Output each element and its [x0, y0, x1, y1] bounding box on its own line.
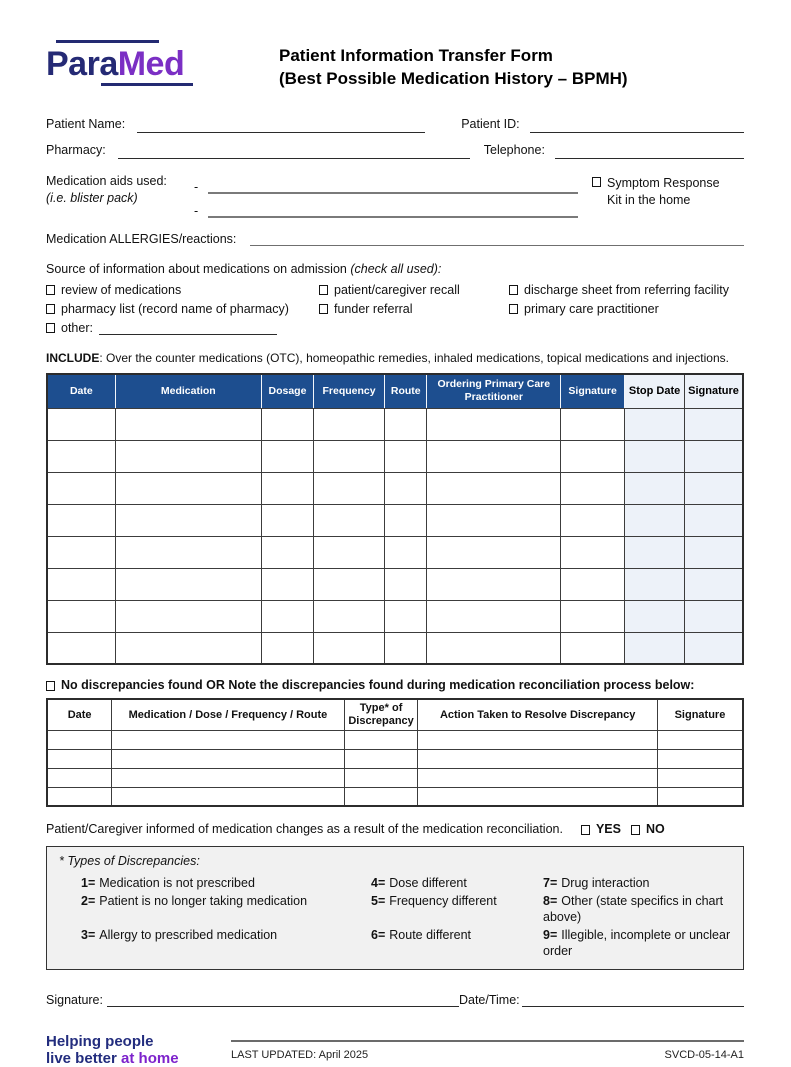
col-header-stop-date: Stop Date	[625, 374, 685, 408]
col-header-ordering-pcp: Ordering Primary Care Practitioner	[427, 374, 561, 408]
type-num: 9=	[543, 927, 558, 942]
option-other	[46, 320, 319, 336]
type-item-6	[371, 927, 543, 960]
logo-bottom-rule	[101, 83, 193, 86]
medication-table-header	[47, 374, 743, 408]
type-num: 6=	[371, 927, 386, 942]
empty-cell[interactable]	[427, 632, 561, 664]
logo-text-med: Med	[117, 45, 185, 83]
logo-text-para: Para	[46, 45, 118, 83]
medication-aid-row-1	[194, 173, 578, 194]
empty-cell[interactable]	[112, 787, 344, 806]
disc-col-date: Date	[47, 699, 112, 730]
empty-cell[interactable]	[115, 440, 261, 472]
empty-cell[interactable]	[344, 768, 418, 787]
type-item-9	[543, 927, 731, 960]
table-row	[47, 730, 743, 749]
allergies-row	[46, 231, 744, 246]
symptom-kit-checkbox[interactable]	[592, 177, 601, 187]
empty-cell[interactable]	[684, 632, 743, 664]
empty-cell[interactable]	[625, 472, 685, 504]
empty-cell[interactable]	[625, 440, 685, 472]
source-options	[46, 282, 744, 336]
discrepancy-table-header	[47, 699, 743, 730]
empty-cell[interactable]	[115, 632, 261, 664]
include-label: INCLUDE	[46, 351, 100, 365]
medication-aids-note: (i.e. blister pack)	[46, 191, 138, 205]
type-item-4	[371, 875, 543, 892]
type-item-3	[81, 927, 371, 960]
table-row	[47, 768, 743, 787]
patient-name-label: Patient Name:	[46, 117, 126, 131]
tagline-line2-purple: at home	[121, 1049, 179, 1067]
tagline-line1: Helping people	[46, 1032, 154, 1050]
type-num: 5=	[371, 893, 386, 908]
medication-aids-lines	[194, 173, 592, 221]
tagline	[46, 1033, 231, 1067]
table-row	[47, 632, 743, 664]
allergies-label: Medication ALLERGIES/reactions:	[46, 232, 237, 246]
allergies-input-line[interactable]	[250, 231, 744, 246]
empty-cell[interactable]	[427, 536, 561, 568]
empty-cell[interactable]	[657, 730, 743, 749]
discrepancy-types-box	[46, 846, 744, 970]
empty-cell[interactable]	[684, 568, 743, 600]
empty-cell[interactable]	[47, 749, 112, 768]
empty-cell[interactable]	[261, 472, 313, 504]
type-num: 1=	[81, 876, 96, 890]
footer	[46, 1033, 744, 1067]
table-row	[47, 408, 743, 440]
empty-cell[interactable]	[625, 632, 685, 664]
empty-cell[interactable]	[115, 504, 261, 536]
empty-cell[interactable]	[561, 504, 625, 536]
option-primary-care-practitioner	[509, 301, 744, 317]
empty-cell[interactable]	[344, 749, 418, 768]
patient-id-label: Patient ID:	[461, 117, 520, 131]
empty-cell[interactable]	[561, 600, 625, 632]
pharmacy-row	[46, 142, 744, 159]
medication-aid-input-line-2[interactable]	[208, 204, 578, 218]
type-num: 3=	[81, 927, 96, 942]
medication-aid-input-line-1[interactable]	[208, 180, 578, 194]
type-text: Frequency different	[389, 893, 497, 908]
tagline-line2	[46, 1050, 231, 1067]
empty-cell[interactable]	[314, 504, 385, 536]
empty-cell[interactable]	[427, 408, 561, 440]
disc-col-type: Type* of Discrepancy	[344, 699, 418, 730]
signature-label: Signature:	[46, 992, 103, 1007]
discharge-checkbox[interactable]	[509, 285, 518, 295]
last-updated-text: LAST UPDATED: April 2025	[231, 1048, 369, 1061]
logo-top-rule	[56, 40, 159, 43]
empty-cell[interactable]	[47, 787, 112, 806]
medication-aids-label: Medication aids used:	[46, 174, 167, 188]
empty-cell[interactable]	[47, 768, 112, 787]
signature-input-line[interactable]	[107, 992, 459, 1007]
empty-cell[interactable]	[625, 600, 685, 632]
discrepancy-types-title: * Types of Discrepancies:	[59, 854, 200, 868]
empty-cell[interactable]	[261, 536, 313, 568]
option-label: pharmacy list (record name of pharmacy)	[61, 302, 289, 316]
patient-id-input-line[interactable]	[530, 118, 744, 133]
empty-cell[interactable]	[344, 787, 418, 806]
option-discharge-sheet	[509, 282, 744, 298]
empty-cell[interactable]	[684, 600, 743, 632]
disc-col-action: Action Taken to Resolve Discrepancy	[418, 699, 657, 730]
table-row	[47, 749, 743, 768]
telephone-label: Telephone:	[483, 143, 545, 157]
empty-cell[interactable]	[115, 472, 261, 504]
source-heading-text: Source of information about medications on admission	[46, 262, 351, 276]
empty-cell[interactable]	[385, 536, 427, 568]
empty-cell[interactable]	[427, 600, 561, 632]
no-checkbox[interactable]	[631, 825, 640, 835]
empty-cell[interactable]	[385, 408, 427, 440]
form-title-block	[261, 38, 744, 90]
empty-cell[interactable]	[261, 632, 313, 664]
type-num: 2=	[81, 893, 96, 908]
yes-option	[581, 822, 621, 836]
empty-cell[interactable]	[47, 568, 115, 600]
form-title-line2: (Best Possible Medication History – BPMH)	[279, 69, 628, 88]
type-text: Dose different	[389, 876, 467, 890]
option-patient-caregiver-recall	[319, 282, 509, 298]
type-item-7	[543, 875, 731, 892]
empty-cell[interactable]	[112, 768, 344, 787]
source-heading-italic: (check all used):	[350, 262, 442, 276]
datetime-label: Date/Time:	[458, 992, 520, 1007]
empty-cell[interactable]	[684, 536, 743, 568]
empty-cell[interactable]	[112, 730, 344, 749]
empty-cell[interactable]	[261, 408, 313, 440]
empty-cell[interactable]	[418, 730, 657, 749]
type-item-2	[81, 893, 371, 926]
empty-cell[interactable]	[115, 536, 261, 568]
empty-cell[interactable]	[261, 504, 313, 536]
empty-cell[interactable]	[314, 536, 385, 568]
empty-cell[interactable]	[385, 504, 427, 536]
type-text: Drug interaction	[561, 876, 650, 890]
include-text: : Over the counter medications (OTC), homeopathic remedies, inhaled medications, topical medications and injections.	[99, 351, 729, 365]
empty-cell[interactable]	[314, 440, 385, 472]
pharmacy-list-checkbox[interactable]	[46, 304, 55, 314]
yes-label: YES	[595, 822, 621, 836]
empty-cell[interactable]	[561, 408, 625, 440]
empty-cell[interactable]	[561, 440, 625, 472]
footer-right	[231, 1040, 744, 1067]
empty-cell[interactable]	[625, 568, 685, 600]
option-review-of-medications	[46, 282, 319, 298]
col-header-frequency: Frequency	[314, 374, 385, 408]
type-text: Illegible, incomplete or unclear order	[543, 927, 731, 958]
caregiver-informed-row	[46, 822, 744, 836]
option-label: other:	[61, 321, 93, 335]
col-header-stop-signature: Signature	[684, 374, 743, 408]
discrepancy-table	[46, 698, 744, 807]
logo-text	[46, 46, 261, 82]
type-item-8	[543, 893, 731, 926]
symptom-kit-label	[607, 175, 720, 221]
type-text: Medication is not prescribed	[99, 876, 255, 890]
empty-cell[interactable]	[261, 440, 313, 472]
dash-2: -	[194, 204, 199, 218]
option-pharmacy-list	[46, 301, 319, 317]
empty-cell[interactable]	[261, 568, 313, 600]
review-checkbox[interactable]	[46, 285, 55, 295]
empty-cell[interactable]	[314, 408, 385, 440]
discrepancy-types-grid	[81, 875, 731, 960]
empty-cell[interactable]	[657, 749, 743, 768]
patient-name-input-line[interactable]	[137, 118, 425, 133]
empty-cell[interactable]	[385, 632, 427, 664]
no-discrepancies-checkbox[interactable]	[46, 681, 55, 691]
type-text: Allergy to prescribed medication	[99, 927, 278, 942]
empty-cell[interactable]	[385, 472, 427, 504]
discrepancy-table-body	[47, 730, 743, 806]
disc-col-medication: Medication / Dose / Frequency / Route	[112, 699, 344, 730]
medication-aid-row-2	[194, 197, 578, 218]
empty-cell[interactable]	[561, 632, 625, 664]
empty-cell[interactable]	[418, 749, 657, 768]
empty-cell[interactable]	[418, 768, 657, 787]
yes-checkbox[interactable]	[581, 825, 590, 835]
symptom-kit-label-line1: Symptom Response	[607, 176, 720, 190]
empty-cell[interactable]	[625, 504, 685, 536]
empty-cell[interactable]	[314, 472, 385, 504]
source-section	[46, 261, 744, 336]
type-text: Patient is no longer taking medication	[99, 893, 308, 908]
type-num: 8=	[543, 893, 558, 908]
option-label: discharge sheet from referring facility	[524, 283, 729, 297]
table-row	[47, 600, 743, 632]
empty-cell[interactable]	[427, 568, 561, 600]
empty-cell[interactable]	[561, 472, 625, 504]
source-heading	[46, 261, 744, 278]
empty-cell[interactable]	[427, 472, 561, 504]
telephone-input-line[interactable]	[555, 144, 744, 159]
no-option	[631, 822, 665, 836]
col-header-date: Date	[47, 374, 115, 408]
table-row	[47, 472, 743, 504]
empty-cell[interactable]	[418, 787, 657, 806]
empty-cell[interactable]	[657, 787, 743, 806]
include-note	[46, 350, 744, 366]
table-row	[47, 536, 743, 568]
option-funder-referral	[319, 301, 509, 317]
empty-cell[interactable]	[112, 749, 344, 768]
empty-cell[interactable]	[314, 632, 385, 664]
empty-cell[interactable]	[657, 768, 743, 787]
col-header-route: Route	[385, 374, 427, 408]
table-row	[47, 504, 743, 536]
empty-cell[interactable]	[684, 440, 743, 472]
option-label: patient/caregiver recall	[334, 283, 460, 297]
recall-checkbox[interactable]	[319, 285, 328, 295]
empty-cell[interactable]	[47, 472, 115, 504]
caregiver-informed-text: Patient/Caregiver informed of medication changes as a result of the medication reconciliation.	[46, 822, 563, 836]
empty-cell[interactable]	[314, 568, 385, 600]
other-input-line[interactable]	[99, 322, 277, 335]
empty-cell[interactable]	[47, 440, 115, 472]
empty-cell[interactable]	[385, 600, 427, 632]
primary-care-checkbox[interactable]	[509, 304, 518, 314]
other-checkbox[interactable]	[46, 323, 55, 333]
empty-cell[interactable]	[625, 536, 685, 568]
empty-cell[interactable]	[47, 730, 112, 749]
table-row	[47, 787, 743, 806]
funder-referral-checkbox[interactable]	[319, 304, 328, 314]
dash-1: -	[194, 180, 199, 194]
signature-row	[46, 992, 744, 1007]
empty-cell[interactable]	[427, 504, 561, 536]
type-item-1	[81, 875, 371, 892]
table-row	[47, 568, 743, 600]
empty-cell[interactable]	[314, 600, 385, 632]
empty-cell[interactable]	[47, 600, 115, 632]
medication-aids-labels	[46, 173, 194, 221]
type-text: Route different	[389, 927, 472, 942]
empty-cell[interactable]	[115, 600, 261, 632]
document-code: SVCD-05-14-A1	[664, 1048, 744, 1061]
header	[46, 38, 744, 90]
table-row	[47, 440, 743, 472]
empty-cell[interactable]	[427, 440, 561, 472]
empty-cell[interactable]	[47, 408, 115, 440]
empty-cell[interactable]	[625, 408, 685, 440]
pharmacy-input-line[interactable]	[118, 144, 470, 159]
datetime-input-line[interactable]	[522, 992, 744, 1007]
type-num: 7=	[543, 876, 558, 890]
empty-cell[interactable]	[561, 536, 625, 568]
symptom-kit-option	[592, 173, 744, 221]
col-header-dosage: Dosage	[261, 374, 313, 408]
empty-cell[interactable]	[47, 504, 115, 536]
empty-cell[interactable]	[684, 472, 743, 504]
option-label: funder referral	[334, 302, 413, 316]
empty-cell[interactable]	[385, 440, 427, 472]
paramed-logo	[46, 38, 261, 86]
empty-cell[interactable]	[561, 568, 625, 600]
patient-name-row	[46, 116, 744, 133]
form-title-line1: Patient Information Transfer Form	[279, 46, 553, 65]
discrepancy-heading	[46, 678, 744, 692]
symptom-kit-label-line2: Kit in the home	[607, 193, 691, 207]
type-item-5	[371, 893, 543, 926]
option-label: primary care practitioner	[524, 302, 659, 316]
empty-cell[interactable]	[344, 730, 418, 749]
patient-fields	[46, 116, 744, 159]
no-label: NO	[645, 822, 665, 836]
empty-cell[interactable]	[115, 408, 261, 440]
empty-cell[interactable]	[684, 504, 743, 536]
empty-cell[interactable]	[684, 408, 743, 440]
empty-cell[interactable]	[261, 600, 313, 632]
medication-aids-section	[46, 173, 744, 221]
empty-cell[interactable]	[385, 568, 427, 600]
pharmacy-label: Pharmacy:	[46, 143, 106, 157]
disc-col-signature: Signature	[657, 699, 743, 730]
option-label: review of medications	[61, 283, 182, 297]
col-header-signature: Signature	[561, 374, 625, 408]
empty-cell[interactable]	[47, 536, 115, 568]
tagline-line2-navy: live better	[46, 1049, 122, 1067]
discrepancy-heading-text: No discrepancies found OR Note the discrepancies found during medication reconciliation process below:	[61, 678, 695, 692]
medication-table	[46, 373, 744, 665]
col-header-medication: Medication	[115, 374, 261, 408]
medication-table-body	[47, 408, 743, 664]
empty-cell[interactable]	[115, 568, 261, 600]
type-text: Other (state specifics in chart above)	[543, 893, 724, 924]
type-num: 4=	[371, 876, 386, 890]
empty-cell[interactable]	[47, 632, 115, 664]
